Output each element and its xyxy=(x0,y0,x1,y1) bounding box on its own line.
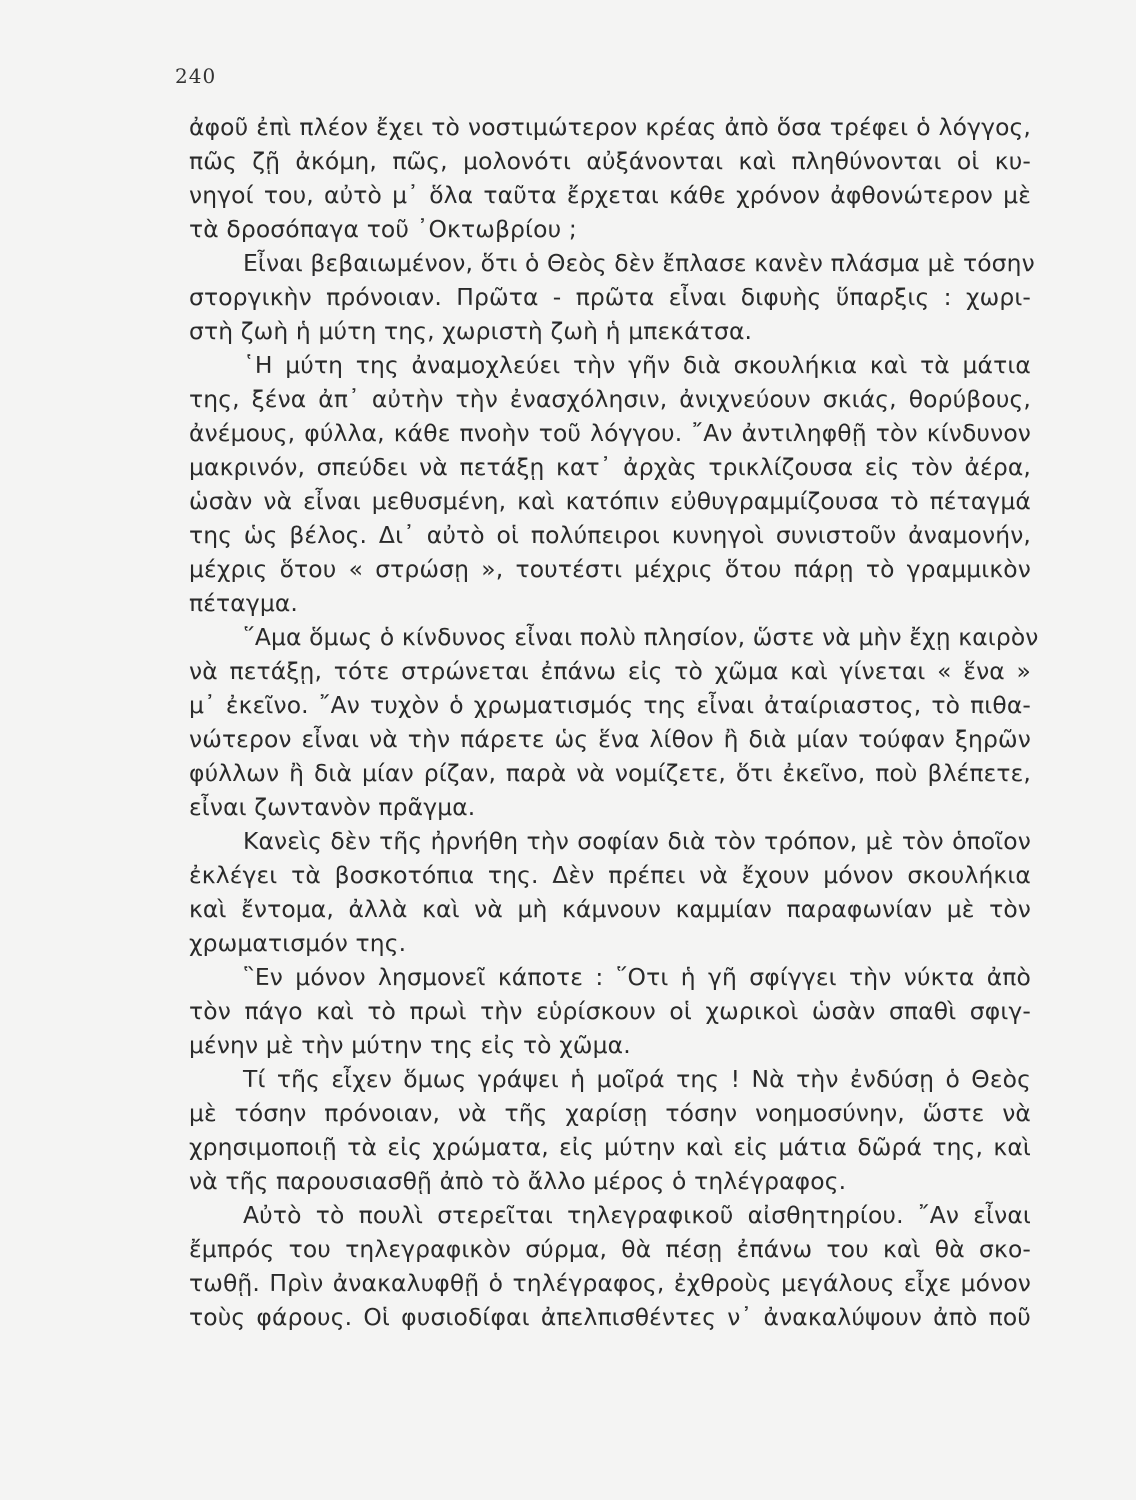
text-line: Κανεὶς δὲν τῆς ἠρνήθη τὴν σοφίαν διὰ τὸν τρόπον, μὲ τὸν ὁποῖον xyxy=(243,827,1031,855)
text-line: ἀφοῦ ἐπὶ πλέον ἔχει τὸ νοστιμώτερον κρέας ἀπὸ ὅσα τρέφει ὁ λόγγος, xyxy=(189,113,1031,141)
text-line: νηγοί του, αὐτὸ μ᾿ ὅλα ταῦτα ἔρχεται κάθε χρόνον ἀφθονώτερον μὲ xyxy=(189,181,1031,209)
text-line: μ᾿ ἐκεῖνο. ῎Αν τυχὸν ὁ χρωματισμός της εἶναι ἀταίριαστος, τὸ πιθα- xyxy=(189,691,1031,719)
text-line: νὰ πετάξῃ, τότε στρώνεται ἐπάνω εἰς τὸ χῶμα καὶ γίνεται « ἕνα » xyxy=(189,657,1031,685)
text-line: της ὡς βέλος. Δι᾿ αὐτὸ οἱ πολύπειροι κυνηγοὶ συνιστοῦν ἀναμονήν, xyxy=(189,521,1031,549)
text-line: ῝Εν μόνον λησμονεῖ κάποτε : ῞Οτι ἡ γῆ σφίγγει τὴν νύκτα ἀπὸ xyxy=(243,963,1031,991)
text-line: Εἶναι βεβαιωμένον, ὅτι ὁ Θεὸς δὲν ἔπλασε κανὲν πλάσμα μὲ τόσην xyxy=(243,249,1035,277)
text-line: πῶς ζῇ ἀκόμη, πῶς, μολονότι αὐξάνονται καὶ πληθύνονται οἱ κυ- xyxy=(189,147,1031,175)
paragraph xyxy=(189,246,1035,348)
text-line: πέταγμα. xyxy=(189,589,299,617)
text-line: μακρινόν, σπεύδει νὰ πετάξῃ κατ᾿ ἀρχὰς τρικλίζουσα εἰς τὸν ἀέρα, xyxy=(189,453,1031,481)
text-line: ἀνέμους, φύλλα, κάθε πνοὴν τοῦ λόγγου. ῎Αν ἀντιληφθῇ τὸν κίνδυνον xyxy=(189,419,1031,447)
body-text xyxy=(189,110,1039,1334)
text-line: τωθῇ. Πρὶν ἀνακαλυφθῇ ὁ τηλέγραφος, ἐχθροὺς μεγάλους εἶχε μόνον xyxy=(189,1269,1031,1297)
paragraph xyxy=(189,1062,1031,1198)
text-line: τὸν πάγο καὶ τὸ πρωὶ τὴν εὑρίσκουν οἱ χωρικοὶ ὡσὰν σπαθὶ σφιγ- xyxy=(189,997,1031,1025)
text-line: εἶναι ζωντανὸν πρᾶγμα. xyxy=(189,793,476,821)
text-line: τοὺς φάρους. Οἱ φυσιοδίφαι ἀπελπισθέντες ν᾿ ἀνακαλύψουν ἀπὸ ποῦ xyxy=(189,1303,1031,1331)
text-line: καὶ ἔντομα, ἀλλὰ καὶ νὰ μὴ κάμνουν καμμίαν παραφωνίαν μὲ τὸν xyxy=(189,895,1031,923)
text-line: στὴ ζωὴ ἡ μύτη της, χωριστὴ ζωὴ ἡ μπεκάτσα. xyxy=(189,317,753,345)
text-line: φύλλων ἢ διὰ μίαν ρίζαν, παρὰ νὰ νομίζετε, ὅτι ἐκεῖνο, ποὺ βλέπετε, xyxy=(189,759,1031,787)
text-line: ὡσὰν νὰ εἶναι μεθυσμένη, καὶ κατόπιν εὐθυγραμμίζουσα τὸ πέταγμά xyxy=(189,487,1031,515)
text-line: στοργικὴν πρόνοιαν. Πρῶτα - πρῶτα εἶναι διφυὴς ὕπαρξις : χωρι- xyxy=(189,283,1031,311)
text-line: ἐκλέγει τὰ βοσκοτόπια της. Δὲν πρέπει νὰ ἔχουν μόνον σκουλήκια xyxy=(189,861,1031,889)
text-line: μένην μὲ τὴν μύτην της εἰς τὸ χῶμα. xyxy=(189,1031,631,1059)
paragraph xyxy=(189,620,1039,824)
text-line: ῞Αμα ὅμως ὁ κίνδυνος εἶναι πολὺ πλησίον, ὥστε νὰ μὴν ἔχῃ καιρὸν xyxy=(243,623,1039,651)
text-line: της, ξένα ἀπ᾿ αὐτὴν τὴν ἐνασχόλησιν, ἀνιχνεύουν σκιάς, θορύβους, xyxy=(189,385,1031,413)
text-line: Αὐτὸ τὸ πουλὶ στερεῖται τηλεγραφικοῦ αἰσθητηρίου. ῎Αν εἶναι xyxy=(243,1201,1031,1229)
text-line: Τί τῆς εἶχεν ὅμως γράψει ἡ μοῖρά της ! Νὰ τὴν ἐνδύσῃ ὁ Θεὸς xyxy=(243,1065,1031,1093)
paragraph xyxy=(189,1198,1031,1334)
paragraph xyxy=(189,110,1031,246)
text-line: χρωματισμόν της. xyxy=(189,929,407,957)
text-line: μέχρις ὅτου « στρώσῃ », τουτέστι μέχρις ὅτου πάρῃ τὸ γραμμικὸν xyxy=(189,555,1031,583)
text-line: χρησιμοποιῇ τὰ εἰς χρώματα, εἰς μύτην καὶ εἰς μάτια δῶρά της, καὶ xyxy=(189,1133,1031,1161)
text-line: ἔμπρός του τηλεγραφικὸν σύρμα, θὰ πέσῃ ἐπάνω του καὶ θὰ σκο- xyxy=(189,1235,1031,1263)
text-line: νώτερον εἶναι νὰ τὴν πάρετε ὡς ἕνα λίθον ἢ διὰ μίαν τούφαν ξηρῶν xyxy=(189,725,1031,753)
text-line: νὰ τῆς παρουσιασθῇ ἀπὸ τὸ ἄλλο μέρος ὁ τηλέγραφος. xyxy=(189,1167,847,1195)
page-number: 240 xyxy=(175,64,217,88)
paragraph xyxy=(189,960,1031,1062)
text-line: τὰ δροσόπαγα τοῦ ᾿Οκτωβρίου ; xyxy=(189,215,577,243)
text-line: ῾Η μύτη της ἀναμοχλεύει τὴν γῆν διὰ σκουλήκια καὶ τὰ μάτια xyxy=(243,351,1031,379)
paragraph xyxy=(189,348,1031,620)
text-line: μὲ τόσην πρόνοιαν, νὰ τῆς χαρίσῃ τόσην νοημοσύνην, ὥστε νὰ xyxy=(189,1099,1031,1127)
paragraph xyxy=(189,824,1031,960)
